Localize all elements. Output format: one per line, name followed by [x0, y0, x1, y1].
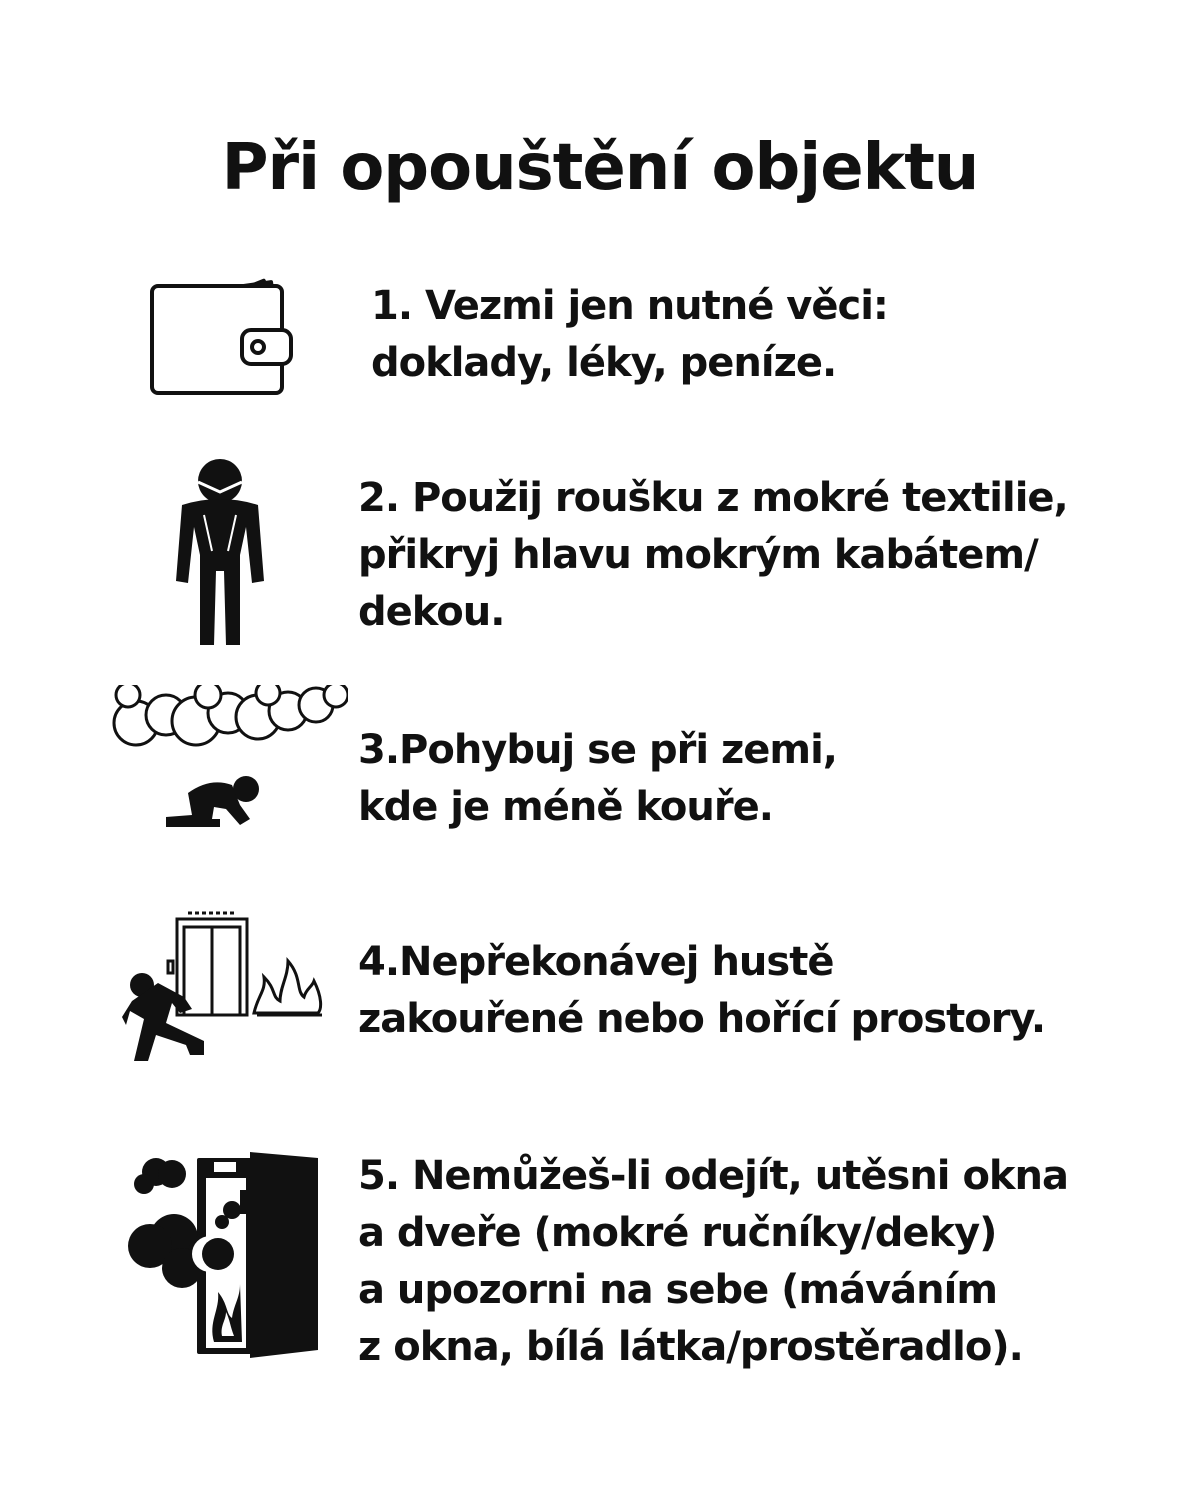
door-smoke-fire-icon: [122, 1150, 322, 1365]
step-3-line-2: kde je méně kouře.: [358, 784, 773, 830]
step-5-line-2: a dveře (mokré ručníky/deky): [358, 1210, 997, 1256]
step-2-text: [358, 470, 1068, 641]
step-3-text: [358, 722, 837, 836]
crawling-under-smoke-icon: [108, 685, 348, 835]
page-title: Při opouštění objektu: [221, 130, 979, 205]
wallet-icon: [145, 258, 295, 398]
step-4-line-1: 4.Nepřekonávej hustě: [358, 939, 834, 985]
step-2-line-2: přikryj hlavu mokrým kabátem/: [358, 532, 1038, 578]
person-with-mask-icon: [174, 455, 264, 650]
step-5-line-3: a upozorni na sebe (máváním: [358, 1267, 998, 1313]
step-5-line-4: z okna, bílá látka/prostěradlo).: [358, 1324, 1023, 1370]
step-1-line-2: doklady, léky, peníze.: [371, 340, 837, 386]
step-2-line-1: 2. Použij roušku z mokré textilie,: [358, 475, 1068, 521]
escape-fire-elevator-icon: [122, 905, 327, 1070]
step-5-line-1: 5. Nemůžeš-li odejít, utěsni okna: [358, 1153, 1068, 1199]
step-2-line-3: dekou.: [358, 589, 505, 635]
step-1-text: [371, 278, 888, 392]
step-4-text: [358, 934, 1045, 1048]
step-5-text: [358, 1148, 1068, 1376]
step-4-line-2: zakouřené nebo hořící prostory.: [358, 996, 1046, 1042]
step-1-line-1: 1. Vezmi jen nutné věci:: [371, 283, 888, 329]
step-3-line-1: 3.Pohybuj se při zemi,: [358, 727, 837, 773]
